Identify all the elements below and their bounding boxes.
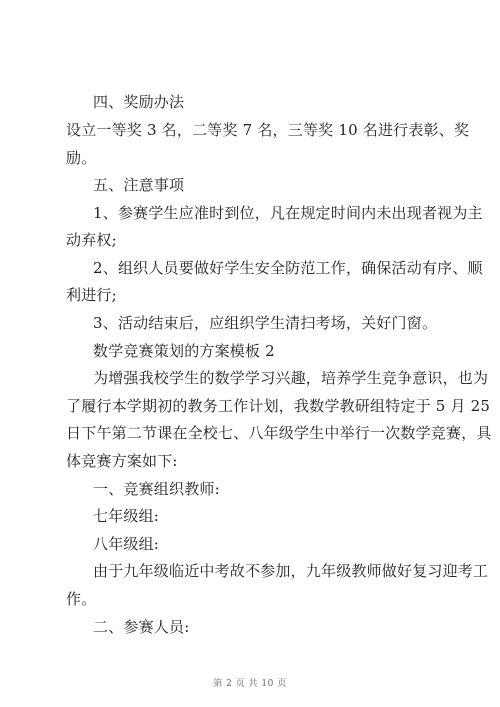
paragraph-line: 日下午第二节课在全校七、八年级学生中举行一次数学竞赛，具	[66, 424, 492, 442]
section-heading-rewards: 四、奖励办法	[93, 93, 185, 111]
paragraph-line: 励。	[66, 149, 97, 167]
paragraph-line: 1、参赛学生应准时到位，凡在规定时间内未出现者视为主	[93, 204, 483, 222]
paragraph-line: 2、组织人员要做好学生安全防范工作，确保活动有序、顺	[93, 259, 483, 277]
paragraph-line: 了履行本学期初的教务工作计划，我数学教研组特定于 5 月 25	[66, 397, 491, 415]
page-number-footer: 第 2 页 共 10 页	[213, 679, 287, 689]
paragraph-line: 3、活动结束后，应组织学生清扫考场，关好门窗。	[93, 314, 438, 332]
paragraph-line: 为增强我校学生的数学学习兴趣，培养学生竞争意识，也为	[93, 369, 489, 387]
section-heading-teachers: 一、竞赛组织教师:	[93, 480, 220, 498]
grade-seven-group: 七年级组:	[93, 507, 160, 525]
section-heading-participants: 二、参赛人员:	[93, 618, 190, 636]
paragraph-line: 作。	[66, 590, 97, 608]
template-title: 数学竞赛策划的方案模板 2	[93, 342, 275, 360]
paragraph-line: 由于九年级临近中考故不参加，九年级教师做好复习迎考工	[93, 562, 489, 580]
paragraph-line: 利进行;	[66, 286, 117, 304]
section-heading-notes: 五、注意事项	[93, 176, 185, 194]
paragraph-line: 设立一等奖 3 名，二等奖 7 名，三等奖 10 名进行表彰、奖	[66, 121, 470, 139]
grade-eight-group: 八年级组:	[93, 535, 160, 553]
paragraph-line: 体竞赛方案如下:	[66, 452, 178, 470]
paragraph-line: 动弃权;	[66, 231, 117, 249]
